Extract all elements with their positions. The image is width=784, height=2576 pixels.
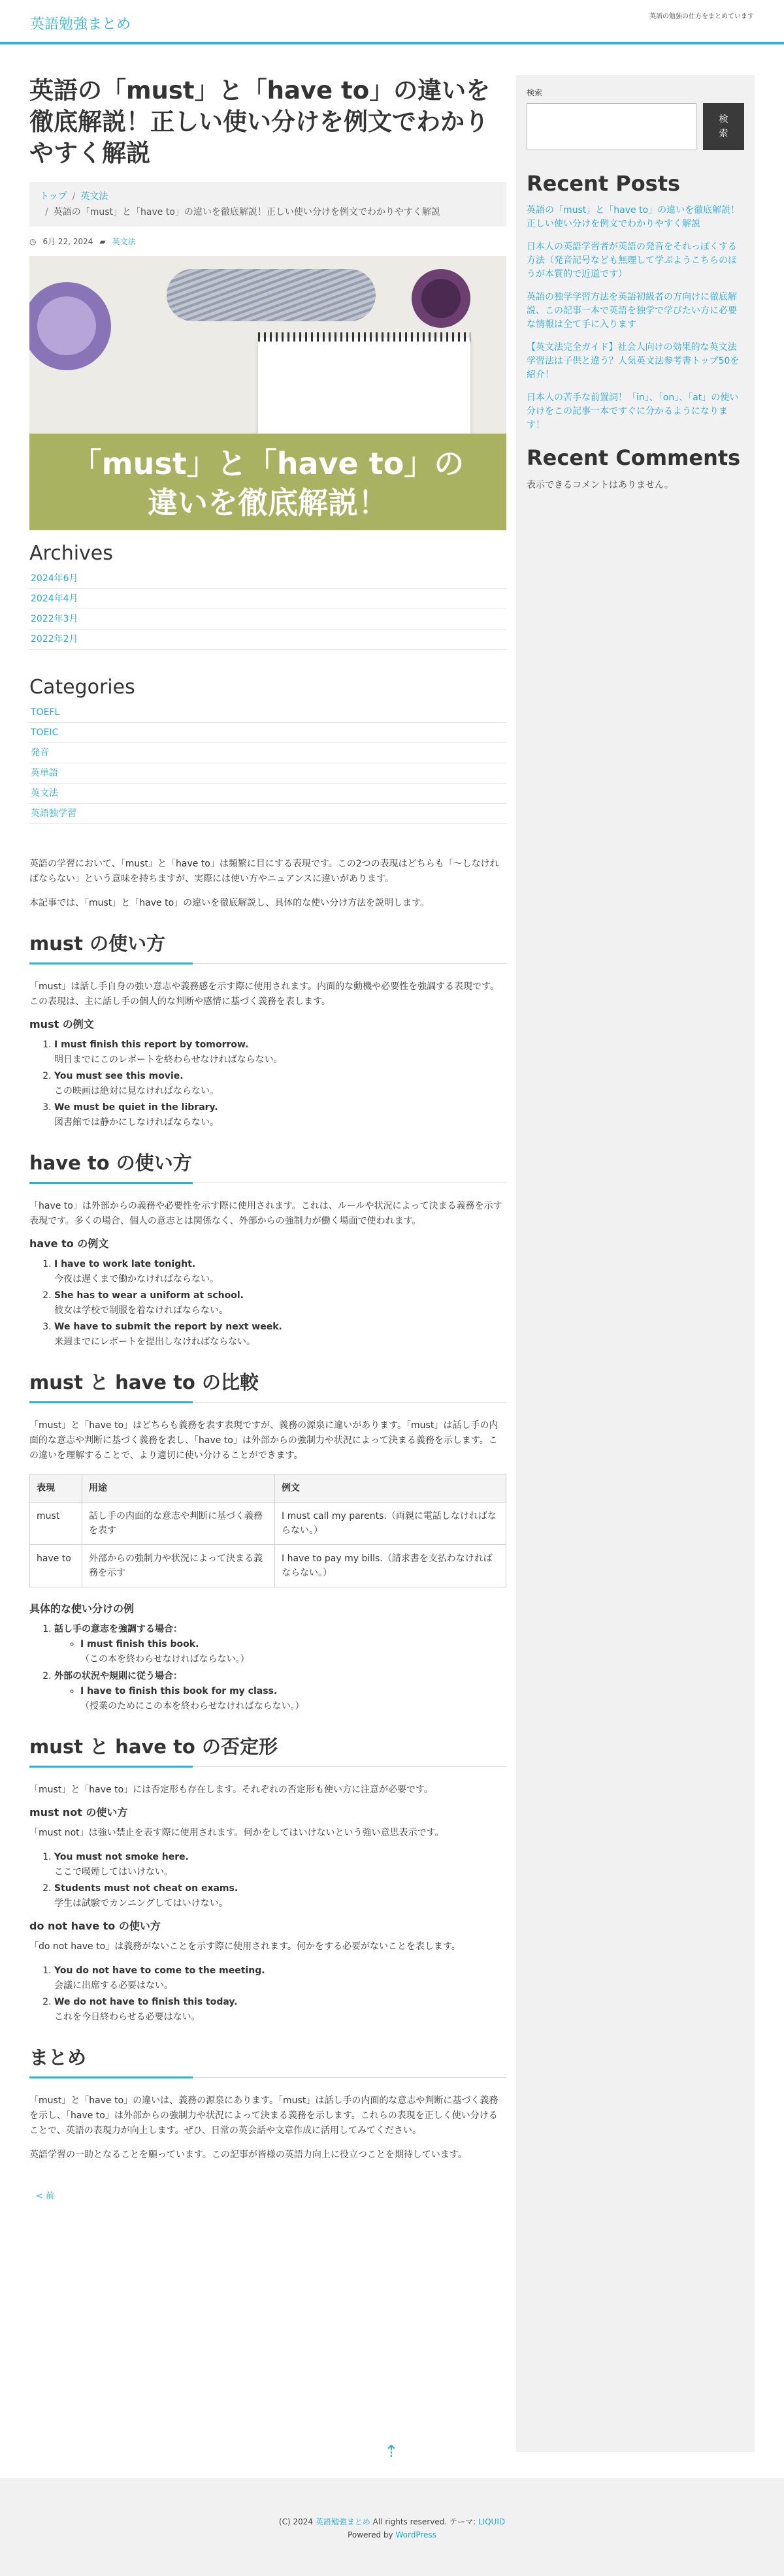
table-cell: have to [30, 1545, 82, 1587]
intro-paragraph: 英語の学習において、「must」と「have to」は頻繁に目にする表現です。この2つの表現はどちらも「〜しなければならない」という意味を持ちますが、実際には使い方やニュアンスに違いがあります。 [29, 859, 499, 884]
footer-rights-text: All rights reserved. テーマ: [372, 2517, 476, 2526]
list-item [54, 1069, 506, 1099]
notepad-shape [258, 338, 470, 436]
site-title-link[interactable]: 英語勉強まとめ [30, 16, 131, 33]
list-item [54, 1038, 506, 1068]
search-label: 検索 [527, 88, 543, 97]
categories-title: Categories [29, 676, 135, 699]
breadcrumb [29, 182, 506, 227]
wordpress-link[interactable]: WordPress [395, 2530, 436, 2539]
sub-heading: must の例文 [29, 1018, 94, 1030]
table-header: 用途 [82, 1474, 275, 1503]
search-button-label: 検索 [719, 114, 728, 139]
section-heading: must と have to の比較 [29, 1369, 506, 1403]
purple-cup-shape [29, 282, 111, 370]
category-link[interactable]: 英文法 [31, 788, 58, 799]
case-ja: （この本を終わらせなければならない。） [80, 1654, 250, 1664]
footer-site-link[interactable]: 英語勉強まとめ [315, 2517, 370, 2526]
section-text: 「must」と「have to」には否定形も存在します。それぞれの否定形も使い方に注意が必要です。 [29, 1785, 433, 1795]
category-link[interactable]: 英単語 [31, 768, 58, 778]
example-en: 2. She has to wear a uniform at school. [54, 1290, 244, 1301]
example-ja: ここで喫煙してはいけない。 [54, 1867, 173, 1877]
list-item [527, 391, 744, 432]
case-ja: （授業のためにこの本を終わらせなければならない。） [80, 1701, 304, 1711]
prev-post-link[interactable]: < 前 [36, 2191, 55, 2201]
example-en: 1. I must finish this report by tomorrow. [54, 1040, 249, 1050]
search-input[interactable] [527, 103, 696, 150]
table-header-row [30, 1474, 506, 1503]
back-to-top-icon[interactable]: ⇡ [384, 2442, 399, 2462]
lavender-shape [167, 269, 376, 321]
table-header: 例文 [275, 1474, 506, 1503]
negative-section [29, 1734, 506, 2025]
recent-post-link[interactable]: 日本人の苦手な前置詞！「in」、「on」、「at」の使い分けをこの記事一本ですぐに分かるようになります！ [527, 392, 739, 430]
example-en: 1. You must not smoke here. [54, 1852, 189, 1862]
hero-caption [29, 444, 506, 522]
list-item [527, 341, 744, 382]
have-to-section [29, 1150, 506, 1350]
case-list [54, 1622, 506, 1714]
post-navigation [29, 2189, 506, 2201]
example-ja: 来週までにレポートを提出しなければならない。 [54, 1337, 255, 1347]
sub-heading: do not have to の使い方 [29, 1920, 161, 1932]
example-ja: 彼女は学校で制服を着なければならない。 [54, 1305, 228, 1316]
copyright-text: (C) 2024 [278, 2517, 313, 2526]
sub-heading: 具体的な使い分けの例 [29, 1602, 135, 1615]
candle-shape [412, 269, 470, 328]
list-item [54, 1257, 506, 1287]
no-comments-text: 表示できるコメントはありません。 [527, 480, 674, 490]
case-en: I have to finish this book for my class. [80, 1686, 278, 1696]
categories-widget [29, 676, 506, 824]
intro-section [29, 857, 506, 911]
recent-post-link[interactable]: 英語の独学学習方法を英語初級者の方向けに徹底解説、この記事一本で英語を独学で学びたい方に必要な情報は全て手に入ります [527, 292, 737, 330]
table-cell: 話し手の内面的な意志や判断に基づく義務を表す [82, 1503, 275, 1545]
footer-line-2 [0, 2528, 784, 2541]
example-ja: 明日までにこのレポートを終わらせなければならない。 [54, 1055, 283, 1065]
list-item [54, 1964, 506, 1994]
example-list [54, 1038, 506, 1130]
category-link[interactable]: TOEIC [31, 727, 59, 738]
breadcrumb-separator: / [45, 207, 48, 217]
post-title: 英語の「must」と「have to」の違いを徹底解説！正しい使い分けを例文でわかりやすく解説 [29, 76, 491, 167]
list-item [54, 1995, 506, 2025]
list-item [54, 1669, 506, 1714]
categories-list [29, 703, 506, 824]
folder-icon: ▰ [99, 236, 106, 246]
post-category-link[interactable]: 英文法 [112, 237, 136, 246]
table-row [30, 1503, 506, 1545]
list-item [29, 723, 506, 743]
example-en: 1. I have to work late tonight. [54, 1259, 196, 1269]
breadcrumb-category-link[interactable]: 英文法 [80, 191, 108, 202]
example-en: 2. Students must not cheat on exams. [54, 1883, 238, 1894]
list-item [29, 743, 506, 763]
breadcrumb-current: 英語の「must」と「have to」の違いを徹底解説！正しい使い分けを例文でわかりやすく解説 [53, 207, 440, 217]
section-heading: must の使い方 [29, 930, 506, 964]
archive-link[interactable]: 2024年6月 [31, 573, 78, 584]
section-text: 「must」は話し手自身の強い意志や義務感を示す際に使用されます。内面的な動機や必要性を強調する表現です。この表現は、主に話し手の個人的な判断や感情に基づく義務を表します。 [29, 981, 500, 1007]
list-item [54, 1320, 506, 1350]
must-section [29, 930, 506, 1130]
list-item [527, 291, 744, 332]
section-text: 「must」と「have to」はどちらも義務を表す表現ですが、義務の源泉に違いがあります。「must」は話し手の内面的な意志や判断に基づく義務を表し、「have to」は外部からの強制力や状況によって決まる義務を示します。この違いを理解することで、より適切に使い分けることができます。 [29, 1420, 498, 1461]
site-tagline: 英語の勉強の仕方をまとめています [649, 13, 754, 20]
case-label: 話し手の意志を強調する場合： [54, 1624, 182, 1634]
example-ja: 学生は試験でカンニングしてはいけない。 [54, 1898, 228, 1909]
recent-post-link[interactable]: 英語の「must」と「have to」の違いを徹底解説！正しい使い分けを例文でわかりやすく解説 [527, 205, 740, 229]
main-content [29, 75, 506, 2201]
category-link[interactable]: TOEFL [31, 707, 60, 718]
list-item [29, 589, 506, 609]
list-item [527, 204, 744, 231]
hero-caption-line-2: 違いを徹底解説！ [148, 485, 388, 520]
list-item [29, 629, 506, 650]
list-item [29, 784, 506, 804]
archives-widget [29, 542, 506, 650]
section-text: 英語学習の一助となることを願っています。この記事が皆様の英語力向上に役立つことを期待しています。 [29, 2150, 467, 2160]
sub-heading: have to の例文 [29, 1237, 109, 1250]
example-list [54, 1964, 506, 2025]
sub-heading: must not の使い方 [29, 1806, 128, 1819]
list-item [54, 1100, 506, 1130]
category-link[interactable]: 英語独学習 [31, 808, 76, 819]
example-en: 3. We have to submit the report by next week. [54, 1322, 282, 1332]
archive-link[interactable]: 2022年3月 [31, 614, 78, 624]
section-text: 「have to」は外部からの義務や必要性を示す際に使用されます。これは、ルールや状況によって決まる義務を示す表現です。多くの場合、個人の意志とは関係なく、外部からの強制力が働く場面で使われます。 [29, 1201, 502, 1226]
powered-by-text: Powered by [348, 2530, 393, 2539]
list-item [80, 1684, 506, 1714]
list-item [29, 609, 506, 629]
archive-link[interactable]: 2024年4月 [31, 594, 78, 604]
site-footer [0, 2478, 784, 2576]
example-ja: これを今日終わらせる必要はない。 [54, 2012, 201, 2022]
example-list [54, 1257, 506, 1350]
recent-posts-title: Recent Posts [527, 171, 681, 196]
archive-link[interactable]: 2022年2月 [31, 634, 78, 644]
recent-posts-list [527, 204, 744, 432]
recent-post-link[interactable]: 【英文法完全ガイド】社会人向けの効果的な英文法学習法は子供と違う？人気英文法参考書トップ50を紹介！ [527, 342, 740, 380]
table-row [30, 1545, 506, 1587]
list-item [80, 1637, 506, 1667]
search-button[interactable] [703, 103, 744, 150]
section-heading: must と have to の否定形 [29, 1734, 506, 1767]
compare-section [29, 1369, 506, 1714]
post-date: 6月 22, 2024 [42, 237, 93, 246]
list-item [54, 1622, 506, 1667]
example-en: 3. We must be quiet in the library. [54, 1102, 218, 1113]
table-cell: must [30, 1503, 82, 1545]
list-item [527, 240, 744, 281]
example-en: 1. You do not have to come to the meeting. [54, 1965, 265, 1976]
example-ja: 今夜は遅くまで働かなければならない。 [54, 1274, 219, 1284]
section-heading: まとめ [29, 2044, 506, 2078]
recent-post-link[interactable]: 日本人の英語学習者が英語の発音をそれっぽくする方法（発音記号なども無理して学ぶようこちらのほうが本質的で近道です） [527, 242, 737, 279]
footer-theme-link[interactable]: LIQUID [478, 2517, 506, 2526]
table-header: 表現 [30, 1474, 82, 1503]
example-en: 2. You must see this movie. [54, 1071, 184, 1081]
section-text: 「must」と「have to」の違いは、義務の源泉にあります。「must」は話し手の内面的な意志や判断に基づく義務を示し、「have to」は外部からの強制力や状況によって決まる義務を示します。これらの表現を正しく使い分けることで、英語の表現力が向上します。ぜひ、日常の英会話や文章作成に活用してみてください。 [29, 2095, 498, 2136]
list-item [29, 804, 506, 824]
hero-image [29, 256, 506, 530]
list-item [54, 1881, 506, 1911]
post-meta [29, 236, 506, 247]
example-ja: 会議に出席する必要はない。 [54, 1980, 173, 1991]
example-list [54, 1850, 506, 1911]
category-link[interactable]: 発音 [31, 748, 49, 758]
sidebar [516, 75, 755, 2452]
example-ja: この映画は絶対に見なければならない。 [54, 1086, 219, 1096]
list-item [29, 763, 506, 784]
case-en: I must finish this book. [80, 1639, 199, 1649]
clock-icon: ◷ [29, 236, 37, 246]
search-form [527, 103, 744, 150]
section-text: 「must not」は強い禁止を表す際に使用されます。何かをしてはいけないという強い意思表示です。 [29, 1828, 444, 1838]
footer-line-1 [0, 2515, 784, 2528]
recent-comments-title: Recent Comments [527, 445, 741, 470]
archives-title: Archives [29, 542, 113, 565]
site-header [0, 0, 784, 44]
archives-list [29, 569, 506, 650]
intro-paragraph: 本記事では、「must」と「have to」の違いを徹底解説し、具体的な使い分け方法を説明します。 [29, 898, 430, 908]
hero-caption-line-1: 「must」と「have to」の [71, 446, 465, 481]
comparison-table [29, 1474, 506, 1587]
breadcrumb-top-link[interactable]: トップ [40, 191, 67, 202]
summary-section [29, 2044, 506, 2163]
example-ja: 図書館では静かにしなければならない。 [54, 1117, 219, 1128]
example-en: 2. We do not have to finish this today. [54, 1997, 238, 2007]
list-item [54, 1850, 506, 1880]
section-text: 「do not have to」は義務がないことを示す際に使用されます。何かをする必要がないことを表します。 [29, 1941, 461, 1952]
table-cell: I have to pay my bills.（請求書を支払わなければならない。） [275, 1545, 506, 1587]
breadcrumb-separator: / [72, 191, 76, 202]
list-item [54, 1288, 506, 1318]
section-heading: have to の使い方 [29, 1150, 506, 1183]
table-cell: I must call my parents.（両親に電話しなければならない。） [275, 1503, 506, 1545]
list-item [29, 703, 506, 723]
list-item [29, 569, 506, 589]
case-label: 外部の状況や規則に従う場合： [54, 1671, 182, 1681]
table-cell: 外部からの強制力や状況によって決まる義務を示す [82, 1545, 275, 1587]
